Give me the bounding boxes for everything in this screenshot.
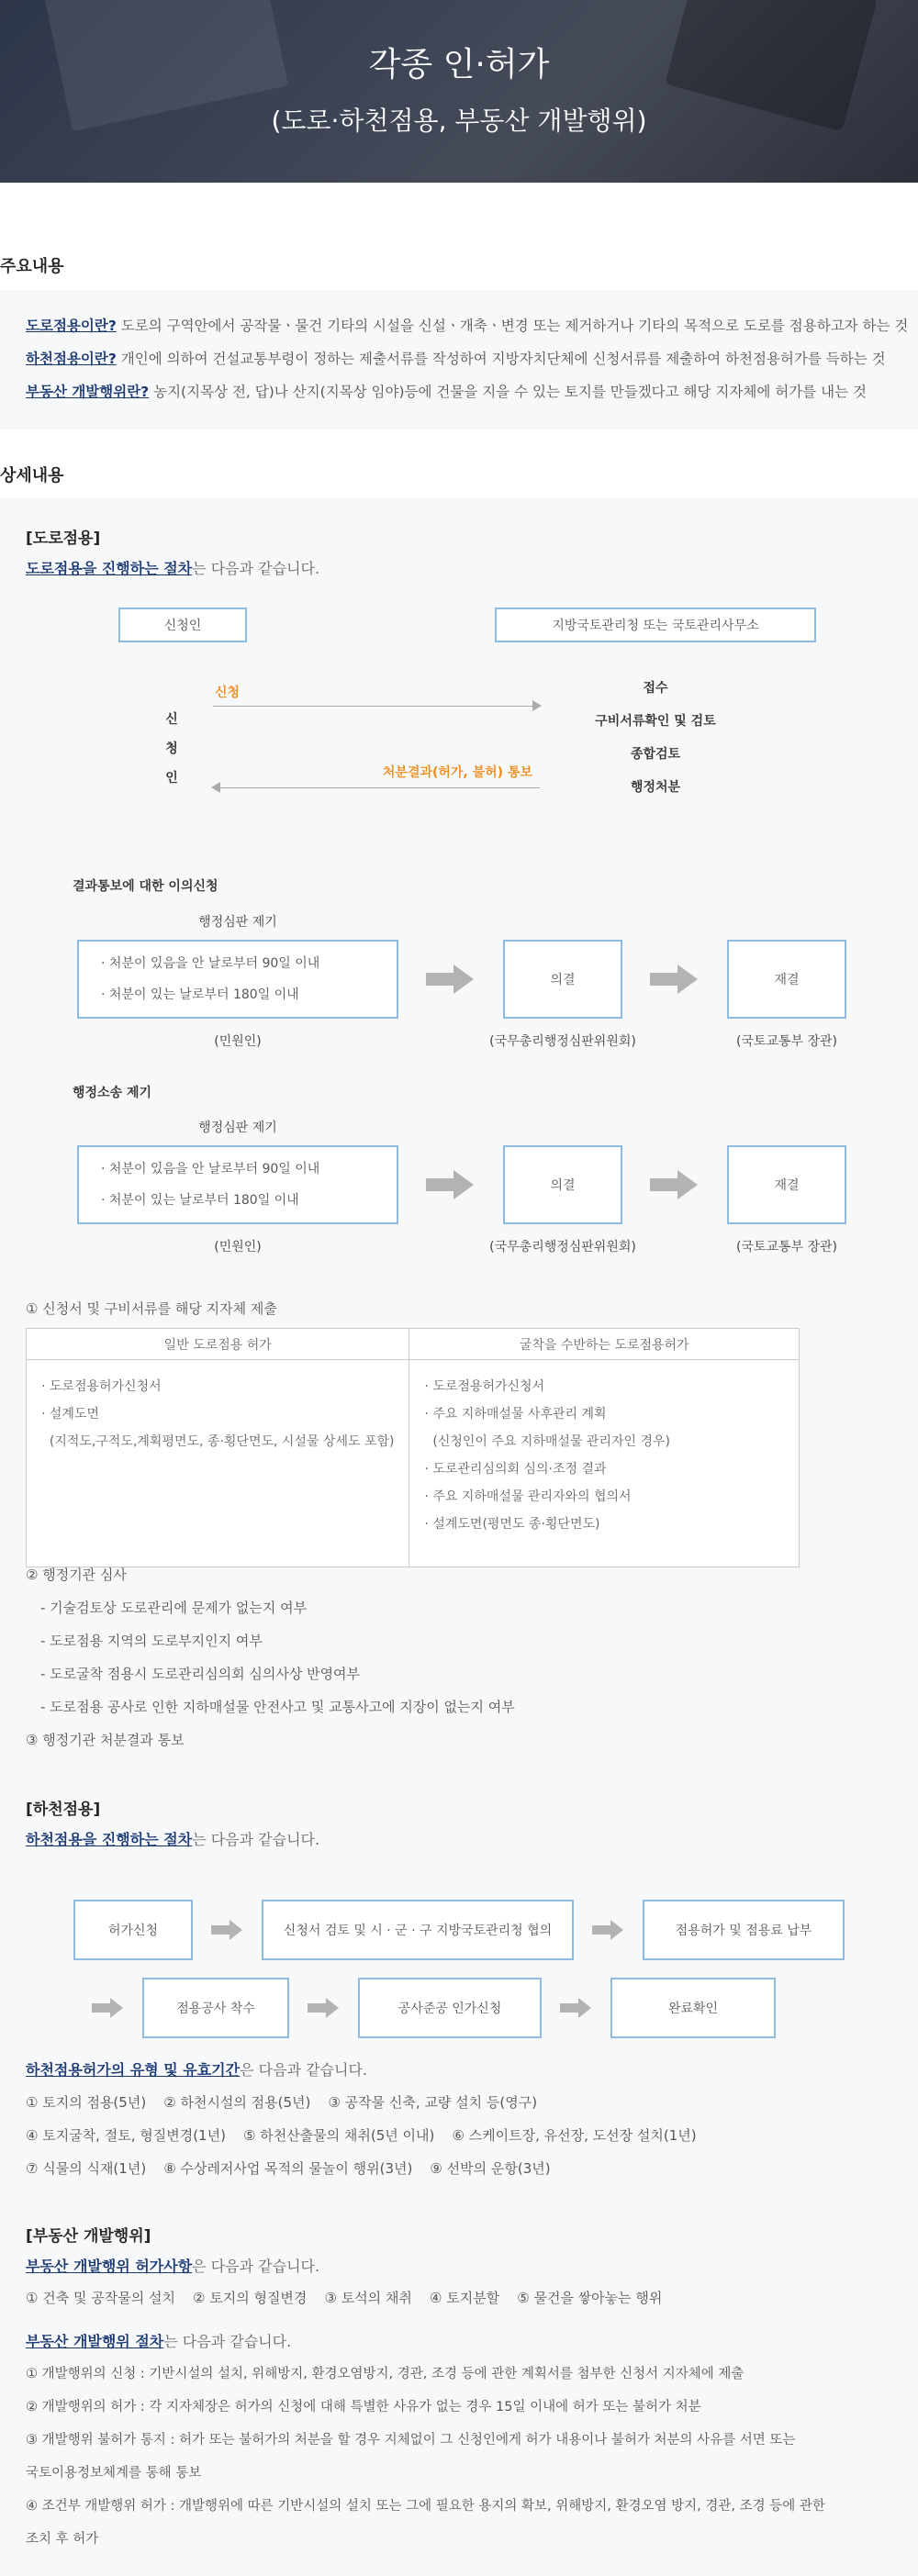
apply-arrow-head [532, 700, 542, 711]
dev-proc-line: ③ 개발행위 불허가 통지 : 허가 또는 불허가의 처분을 할 경우 지체없이 그 신청인에게 허가 내용이나 불허가 처분의 사유를 서면 또는 [26, 2433, 796, 2448]
review-item: - 도로굴착 점용시 도로관리심의회 심의사상 반영여부 [40, 1666, 361, 1682]
doc-item: · 도로관리심의회 심의·조정 결과 [424, 1462, 607, 1477]
main-section-title: 주요내용 [0, 257, 64, 276]
doc-item: · 설계도면 [41, 1407, 99, 1422]
dev-title: [부동산 개발행위] [26, 2227, 151, 2246]
definition-text: 도로의 구역안에서 공작물ㆍ물건 기타의 시설을 신설ㆍ개축ㆍ변경 또는 제거하거나 기타의 목적으로 도로를 점용하고자 하는 것 [116, 318, 909, 334]
detail-section-title: 상세내용 [0, 466, 64, 485]
definition-term: 부동산 개발행위란? [26, 384, 150, 400]
road-lead [26, 557, 319, 578]
result-arrow-head [211, 782, 220, 793]
table-cell-excavation [409, 1360, 800, 1567]
lead-text: 은 다음과 같습니다. [192, 2258, 320, 2275]
lead-text: 은 다음과 같습니다. [240, 2061, 368, 2079]
river-types-lead [26, 2058, 367, 2080]
minister-label: (국토교통부 장관) [735, 1034, 838, 1049]
civil-label: (민원인) [214, 1240, 262, 1255]
doc-item: · 도로점용허가신청서 [424, 1379, 545, 1394]
admin-trial-label: 행정심판 제기 [198, 915, 277, 930]
admin-trial-label: 행정심판 제기 [198, 1121, 277, 1135]
review-item: - 기술검토상 도로관리에 문제가 없는지 여부 [40, 1600, 308, 1616]
definition-road [26, 315, 908, 335]
hero-subtitle: (도로·하천점용, 부동산 개발행위) [271, 106, 647, 136]
river-flow-box: 허가신청 [73, 1900, 193, 1960]
committee-label: (국무총리행정심판위원회) [489, 1240, 636, 1255]
dev-proc-lead [26, 2330, 291, 2351]
definition-term: 도로점용이란? [26, 318, 117, 334]
lawsuit-title: 행정소송 제기 [73, 1086, 152, 1100]
side-char: 인 [165, 771, 178, 786]
detail-panel [0, 498, 918, 2576]
review-item: - 도로점용 공사로 인한 지하매설물 안전사고 및 교통사고에 지장이 없는지 여부 [40, 1699, 515, 1715]
dev-proc-line: ④ 조건부 개발행위 허가 : 개발행위에 따른 기반시설의 설치 또는 그에 필요한 용지의 확보, 위해방지, 환경오염 방지, 경관, 조경 등에 관한 [26, 2499, 825, 2514]
office-box: 지방국토관리청 또는 국토관리사무소 [495, 608, 816, 642]
river-flow-box: 공사준공 인가신청 [358, 1978, 542, 2038]
lead-emphasis: 부동산 개발행위 절차 [26, 2333, 164, 2350]
admin-trial-box [77, 940, 398, 1019]
review-item: - 도로점용 지역의 도로부지인지 여부 [40, 1633, 263, 1649]
dev-proc-line: ② 개발행위의 허가 : 각 지자체장은 허가의 신청에 대해 특별한 사유가 없는 경우 15일 이내에 허가 또는 불허가 처분 [26, 2400, 701, 2414]
apply-arrow-line [213, 706, 534, 707]
doc-item: · 도로점용허가신청서 [41, 1379, 162, 1394]
doc-item: · 주요 지하매설물 관리자와의 협의서 [424, 1489, 632, 1504]
lead-emphasis: 하천점용을 진행하는 절차 [26, 1831, 193, 1848]
river-lead [26, 1828, 319, 1849]
process-step: 접수 [643, 681, 668, 696]
process-step: 구비서류확인 및 검토 [595, 714, 716, 729]
civil-label: (민원인) [214, 1034, 262, 1049]
doc-item: · 주요 지하매설물 사후관리 계획 [424, 1407, 607, 1422]
river-flow-box: 점용공사 착수 [142, 1978, 289, 2038]
process-step: 종합검토 [630, 747, 681, 762]
main-definitions-panel [0, 290, 918, 429]
hero-title: 각종 인·허가 [368, 46, 550, 84]
decide-box: 재결 [727, 1145, 846, 1224]
lead-text: 는 다음과 같습니다. [192, 1831, 320, 1848]
minister-label: (국토교통부 장관) [735, 1240, 838, 1255]
definition-text: 개인에 의하여 건설교통부령이 정하는 제출서류를 작성하여 지방자치단체에 신청서류를 제출하여 하천점용허가를 득하는 것 [116, 351, 886, 367]
dev-lead [26, 2255, 319, 2276]
dev-proc-line: 국토이용정보체계를 통해 통보 [26, 2466, 202, 2481]
river-type-line: ① 토지의 점용(5년) ② 하천시설의 점용(5년) ③ 공작물 신축, 교량 설치 등(영구) [26, 2094, 538, 2111]
result-label: 처분결과(허가, 불허) 통보 [382, 765, 532, 780]
required-docs-table [26, 1328, 800, 1567]
river-flow-box: 점용허가 및 점용료 납부 [643, 1900, 845, 1960]
hero-banner [0, 0, 918, 183]
dev-items: ① 건축 및 공작물의 설치 ② 토지의 형질변경 ③ 토석의 채취 ④ 토지분할 ⑤ 물건을 쌓아놓는 행위 [26, 2290, 663, 2306]
committee-label: (국무총리행정심판위원회) [489, 1034, 636, 1049]
river-type-line: ⑦ 식물의 식재(1년) ⑧ 수상레저사업 목적의 물놀이 행위(3년) ⑨ 선박의 운항(3년) [26, 2160, 551, 2177]
dev-proc-line: 조치 후 허가 [26, 2532, 99, 2547]
lead-emphasis: 하천점용허가의 유형 및 유효기간 [26, 2061, 241, 2079]
road-step-2: ② 행정기관 심사 [26, 1567, 127, 1583]
table-cell-general [27, 1360, 409, 1567]
resolve-box: 의결 [503, 1145, 622, 1224]
definition-term: 하천점용이란? [26, 351, 117, 367]
lead-emphasis: 도로점용을 진행하는 절차 [26, 560, 193, 577]
lead-emphasis: 부동산 개발행위 허가사항 [26, 2258, 193, 2275]
river-flow-box: 신청서 검토 및 시 · 군 · 구 지방국토관리청 협의 [262, 1900, 574, 1960]
lawsuit-box [77, 1145, 398, 1224]
river-flow-box: 완료확인 [610, 1978, 776, 2038]
applicant-box: 신청인 [118, 608, 247, 642]
definition-text: 농지(지목상 전, 답)나 산지(지목상 임야)등에 건물을 지을 수 있는 토지를 만들겠다고 해당 지자체에 허가를 내는 것 [149, 384, 867, 400]
condition-text: · 처분이 있음을 안 날로부터 90일 이내 [101, 956, 320, 971]
lead-text: 는 다음과 같습니다. [192, 560, 320, 577]
condition-text: · 처분이 있는 날로부터 180일 이내 [101, 1193, 299, 1208]
road-step-1: ① 신청서 및 구비서류를 해당 지자체 제출 [26, 1300, 277, 1317]
condition-text: · 처분이 있음을 안 날로부터 90일 이내 [101, 1162, 320, 1176]
result-arrow-line [218, 787, 540, 788]
table-header: 굴착을 수반하는 도로점용허가 [409, 1329, 800, 1360]
apply-label: 신청 [215, 686, 241, 700]
table-header: 일반 도로점용 허가 [27, 1329, 409, 1360]
river-title: [하천점용] [26, 1801, 101, 1819]
road-title: [도로점용] [26, 530, 101, 548]
definition-development [26, 381, 867, 401]
doc-item: · 설계도면(평면도 종·횡단면도) [424, 1517, 600, 1532]
definition-river [26, 348, 886, 368]
river-type-line: ④ 토지굴착, 절토, 형질변경(1년) ⑤ 하천산출물의 채취(5년 이내) ⑥ 스케이트장, 유선장, 도선장 설치(1년) [26, 2127, 697, 2144]
side-char: 신 [165, 712, 178, 727]
doc-item: (신청인이 주요 지하매설물 관리자인 경우) [424, 1434, 670, 1449]
resolve-box: 의결 [503, 940, 622, 1019]
dev-proc-line: ① 개발행위의 신청 : 기반시설의 설치, 위해방지, 환경오염방지, 경관, 조경 등에 관한 계획서를 첨부한 신청서 지자체에 제출 [26, 2367, 744, 2381]
lead-text: 는 다음과 같습니다. [163, 2333, 292, 2350]
process-step: 행정처분 [630, 780, 681, 795]
condition-text: · 처분이 있는 날로부터 180일 이내 [101, 987, 299, 1002]
objection-title: 결과통보에 대한 이의신청 [73, 879, 218, 894]
side-char: 청 [165, 742, 178, 756]
road-step-3: ③ 행정기관 처분결과 통보 [26, 1732, 185, 1748]
decide-box: 재결 [727, 940, 846, 1019]
doc-item: (지적도,구적도,계획평면도, 종·횡단면도, 시설물 상세도 포함) [41, 1434, 395, 1449]
